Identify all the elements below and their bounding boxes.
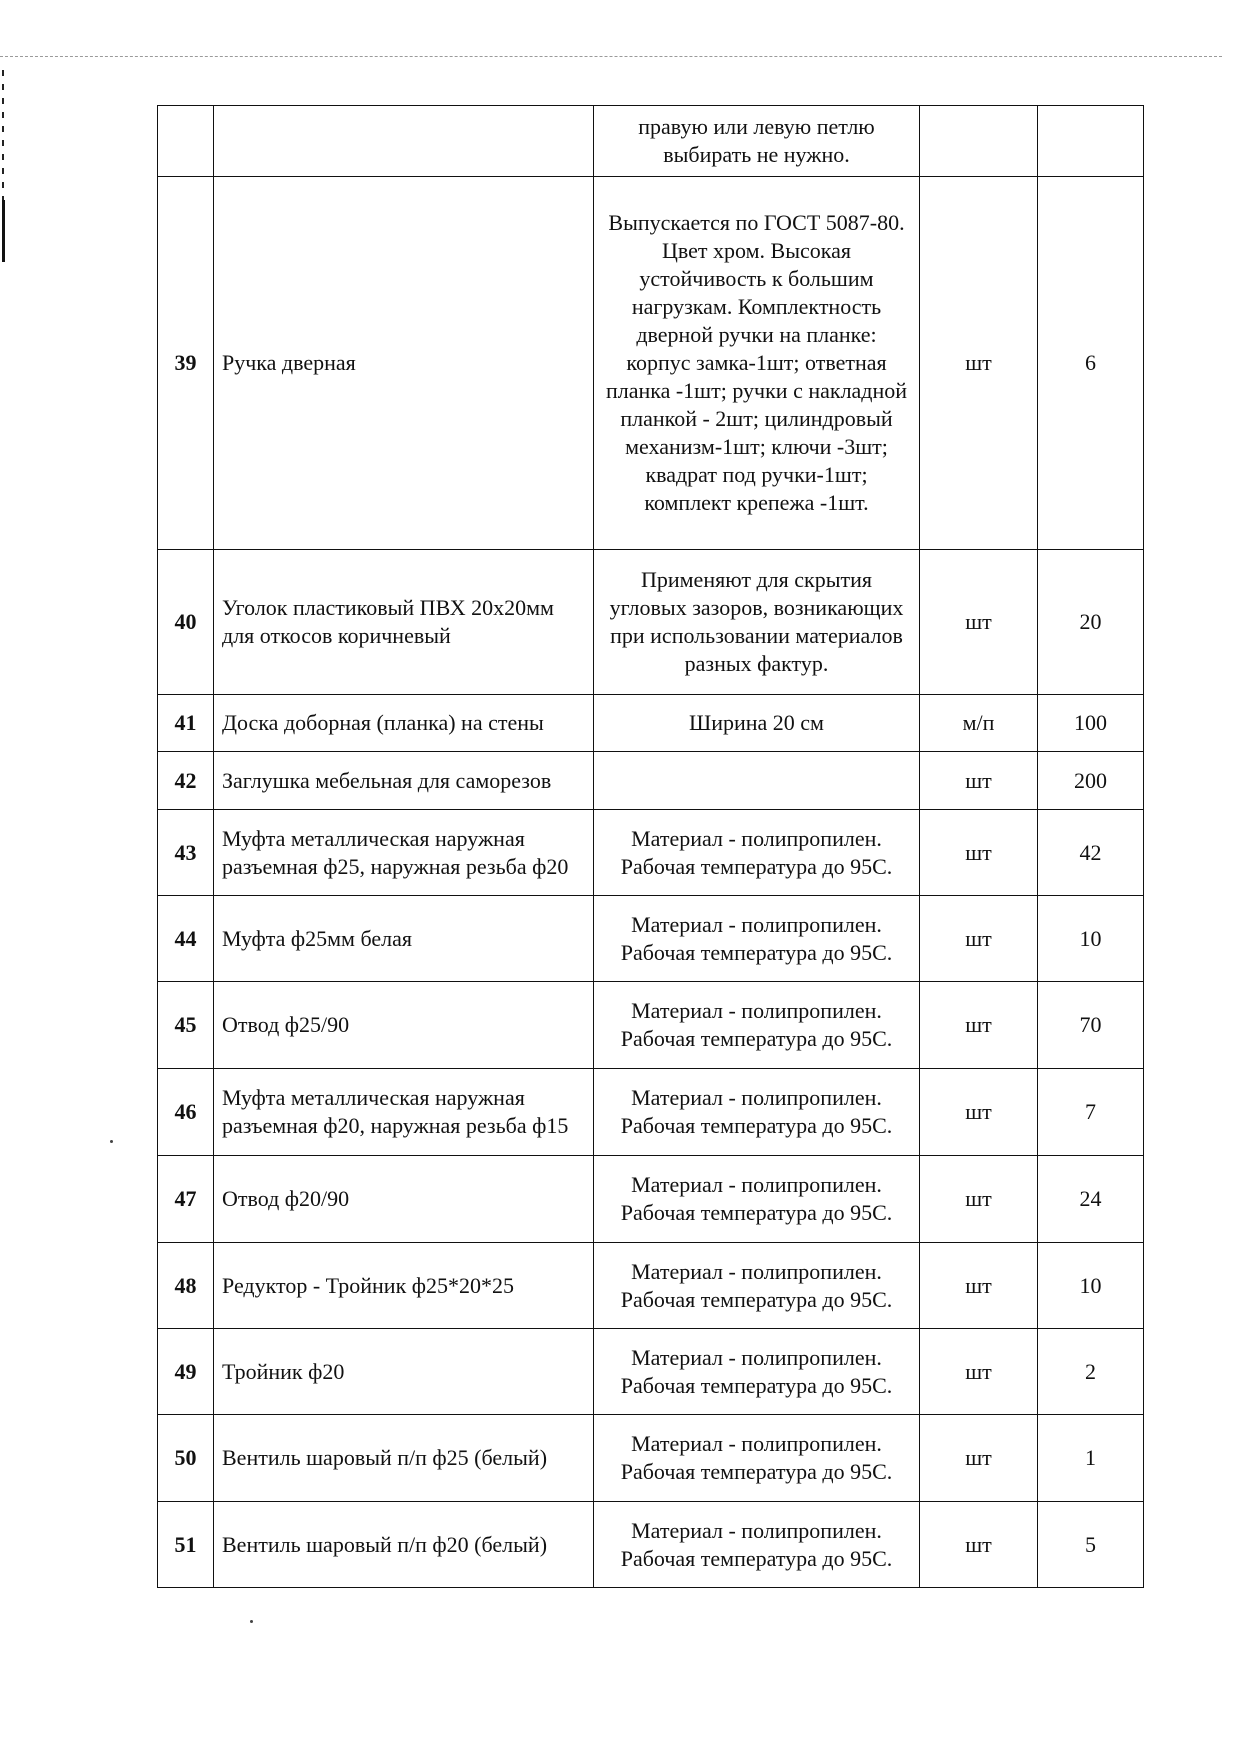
item-quantity: 10 xyxy=(1038,896,1144,982)
item-name: Муфта металлическая наружная разъемная ф25, наружная резьба ф20 xyxy=(214,810,594,896)
item-description: Ширина 20 см xyxy=(594,695,920,752)
item-quantity: 10 xyxy=(1038,1243,1144,1329)
item-unit: шт xyxy=(920,1415,1038,1502)
item-name: Ручка дверная xyxy=(214,177,594,550)
item-description: Материал - полипропилен. Рабочая температура до 95С. xyxy=(594,1502,920,1588)
table-row xyxy=(158,1243,1144,1329)
item-quantity: 200 xyxy=(1038,752,1144,810)
table-row xyxy=(158,106,1144,177)
item-description: Материал - полипропилен. Рабочая температура до 95С. xyxy=(594,1069,920,1156)
table-row xyxy=(158,1069,1144,1156)
item-quantity: 20 xyxy=(1038,550,1144,695)
item-description: Применяют для скрытия угловых зазоров, возникающих при использовании материалов разных фактур. xyxy=(594,550,920,695)
item-unit: шт xyxy=(920,550,1038,695)
row-number: 49 xyxy=(158,1329,214,1415)
item-description: правую или левую петлю выбирать не нужно. xyxy=(594,106,920,177)
row-number: 42 xyxy=(158,752,214,810)
item-description xyxy=(594,752,920,810)
item-description: Материал - полипропилен. Рабочая температура до 95С. xyxy=(594,1415,920,1502)
item-quantity: 1 xyxy=(1038,1415,1144,1502)
item-unit: шт xyxy=(920,1156,1038,1243)
item-unit: шт xyxy=(920,810,1038,896)
row-number: 46 xyxy=(158,1069,214,1156)
item-name: Вентиль шаровый п/п ф20 (белый) xyxy=(214,1502,594,1588)
scan-margin-line xyxy=(0,56,1222,57)
item-description: Материал - полипропилен. Рабочая температура до 95С. xyxy=(594,1243,920,1329)
item-quantity: 24 xyxy=(1038,1156,1144,1243)
item-unit: шт xyxy=(920,982,1038,1069)
item-name: Уголок пластиковый ПВХ 20х20мм для откосов коричневый xyxy=(214,550,594,695)
item-unit: шт xyxy=(920,752,1038,810)
table-row xyxy=(158,1156,1144,1243)
row-number: 45 xyxy=(158,982,214,1069)
table-row xyxy=(158,695,1144,752)
item-description: Материал - полипропилен. Рабочая температура до 95С. xyxy=(594,1329,920,1415)
item-unit: шт xyxy=(920,1329,1038,1415)
item-quantity: 6 xyxy=(1038,177,1144,550)
item-unit: шт xyxy=(920,177,1038,550)
table-row xyxy=(158,1415,1144,1502)
table-row xyxy=(158,810,1144,896)
row-number: 43 xyxy=(158,810,214,896)
table-row xyxy=(158,1329,1144,1415)
item-description: Материал - полипропилен. Рабочая температура до 95С. xyxy=(594,982,920,1069)
scan-speck xyxy=(250,1620,253,1623)
item-unit: шт xyxy=(920,1502,1038,1588)
table-row xyxy=(158,177,1144,550)
item-quantity: 5 xyxy=(1038,1502,1144,1588)
row-number: 51 xyxy=(158,1502,214,1588)
table-row xyxy=(158,752,1144,810)
row-number: 41 xyxy=(158,695,214,752)
item-unit xyxy=(920,106,1038,177)
item-name: Заглушка мебельная для саморезов xyxy=(214,752,594,810)
row-number xyxy=(158,106,214,177)
item-quantity: 70 xyxy=(1038,982,1144,1069)
item-unit: шт xyxy=(920,1243,1038,1329)
item-quantity: 7 xyxy=(1038,1069,1144,1156)
item-quantity xyxy=(1038,106,1144,177)
item-description: Материал - полипропилен. Рабочая температура до 95С. xyxy=(594,896,920,982)
items-table xyxy=(157,105,1144,1588)
item-name: Доска доборная (планка) на стены xyxy=(214,695,594,752)
item-name: Муфта металлическая наружная разъемная ф20, наружная резьба ф15 xyxy=(214,1069,594,1156)
scan-margin-bar xyxy=(2,200,5,262)
item-description: Материал - полипропилен. Рабочая температура до 95С. xyxy=(594,810,920,896)
item-unit: м/п xyxy=(920,695,1038,752)
item-name: Муфта ф25мм белая xyxy=(214,896,594,982)
item-quantity: 100 xyxy=(1038,695,1144,752)
item-description: Выпускается по ГОСТ 5087-80. Цвет хром. Высокая устойчивость к большим нагрузкам. Комплектность дверной ручки на планке: корпус замка-1шт; ответная планка -1шт; ручки с накладной планкой - 2шт; цилиндровый механизм-1шт; ключи -3шт; квадрат под ручки-1шт; комплект крепежа -1шт. xyxy=(594,177,920,550)
row-number: 50 xyxy=(158,1415,214,1502)
item-description: Материал - полипропилен. Рабочая температура до 95С. xyxy=(594,1156,920,1243)
item-unit: шт xyxy=(920,896,1038,982)
table-row xyxy=(158,1502,1144,1588)
item-quantity: 2 xyxy=(1038,1329,1144,1415)
row-number: 47 xyxy=(158,1156,214,1243)
table-row xyxy=(158,896,1144,982)
item-name: Отвод ф25/90 xyxy=(214,982,594,1069)
row-number: 48 xyxy=(158,1243,214,1329)
item-name: Редуктор - Тройник ф25*20*25 xyxy=(214,1243,594,1329)
item-name: Отвод ф20/90 xyxy=(214,1156,594,1243)
row-number: 40 xyxy=(158,550,214,695)
item-name: Тройник ф20 xyxy=(214,1329,594,1415)
row-number: 39 xyxy=(158,177,214,550)
row-number: 44 xyxy=(158,896,214,982)
item-name xyxy=(214,106,594,177)
table-row xyxy=(158,550,1144,695)
item-unit: шт xyxy=(920,1069,1038,1156)
item-quantity: 42 xyxy=(1038,810,1144,896)
table-row xyxy=(158,982,1144,1069)
item-name: Вентиль шаровый п/п ф25 (белый) xyxy=(214,1415,594,1502)
scan-speck xyxy=(110,1140,113,1143)
